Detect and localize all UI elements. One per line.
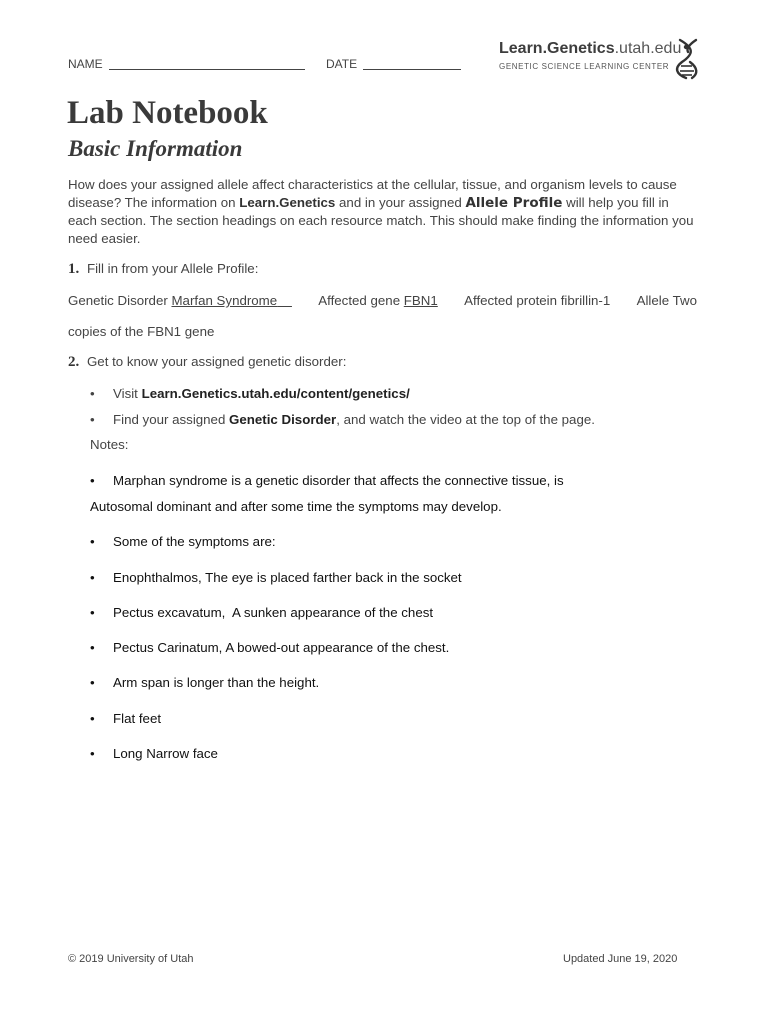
notes-label: Notes: — [90, 437, 129, 452]
date-blank-line[interactable] — [363, 57, 461, 70]
footer-updated-date: Updated June 19, 2020 — [563, 953, 678, 965]
note-item: • Pectus excavatum, A sunken appearance of the chest — [90, 605, 434, 620]
footer-copyright: © 2019 University of Utah — [68, 953, 194, 965]
date-label: DATE — [326, 57, 358, 71]
bullet-point: • — [90, 640, 95, 655]
bullet-point: • — [90, 386, 95, 401]
allele-value-start[interactable]: Two — [672, 293, 697, 308]
note-item: • Long Narrow face — [90, 746, 218, 761]
name-label: NAME — [68, 57, 103, 71]
step-1-heading — [68, 261, 258, 278]
note-item: • Marphan syndrome is a genetic disorder that affects the connective tissue, is — [90, 473, 564, 488]
list-item-find-disorder: • Find your assigned Genetic Disorder, and watch the video at the top of the page. — [90, 412, 595, 427]
step-2-number: 2. — [68, 354, 80, 370]
step-1-number: 1. — [68, 261, 80, 277]
step-2-heading — [68, 354, 346, 371]
step-1-text: Fill in from your Allele Profile: — [86, 261, 259, 276]
bullet-point: • — [90, 534, 95, 549]
name-blank-line[interactable] — [109, 57, 305, 70]
logo-subtitle: GENETIC SCIENCE LEARNING CENTER — [499, 62, 670, 71]
bullet-point: • — [90, 675, 95, 690]
intro-paragraph: How does your assigned allele affect characteristics at the cellular, tissue, and organism levels to cause disease? The information on Learn.Genetics and in your assigned Allele Profile will help you fill in each section. The section headings on each resource match. This should make finding the information you need easier. — [68, 177, 694, 246]
bullet-point: • — [90, 570, 95, 585]
note-item: • Enophthalmos, The eye is placed farther back in the socket — [90, 570, 462, 585]
affected-gene-value[interactable]: FBN1 — [403, 293, 438, 308]
note-item: • Pectus Carinatum, A bowed-out appearance of the chest. — [90, 640, 450, 655]
genetic-disorder: Genetic Disorder Marfan Syndrome — [68, 293, 292, 308]
allele-value-continuation: copies of the FBN1 gene — [68, 324, 215, 339]
bullet-point: • — [90, 605, 95, 620]
allele: Allele Two — [636, 293, 697, 308]
page-subtitle: Basic Information — [68, 136, 243, 161]
bullet-point: • — [90, 711, 95, 726]
bullet-point: • — [90, 412, 95, 427]
affected-gene: Affected gene FBN1 — [318, 293, 438, 308]
note-item: • Flat feet — [90, 711, 162, 726]
page-title: Lab Notebook — [67, 95, 268, 131]
learn-genetics-url: Learn.Genetics.utah.edu/content/genetics/ — [141, 386, 410, 401]
note-item: • Some of the symptoms are: — [90, 534, 276, 549]
affected-protein: Affected protein fibrillin-1 — [464, 293, 611, 308]
list-item-visit: • Visit Learn.Genetics.utah.edu/content/genetics/ — [90, 386, 410, 401]
step-2-text: Get to know your assigned genetic disorder: — [86, 354, 347, 369]
genetic-disorder-value[interactable]: Marfan Syndrome — [171, 293, 278, 308]
name-field — [68, 57, 305, 71]
logo-title: Learn.Genetics.utah.edu — [499, 40, 682, 57]
learn-genetics-logo — [499, 40, 709, 84]
bullet-point: • — [90, 473, 95, 488]
allele-profile-line — [68, 293, 697, 308]
note-item: • Arm span is longer than the height. — [90, 675, 320, 690]
bullet-point: • — [90, 746, 95, 761]
note-continuation: Autosomal dominant and after some time the symptoms may develop. — [90, 499, 502, 514]
dna-helix-icon — [672, 36, 704, 80]
date-field — [326, 57, 461, 71]
affected-protein-value[interactable]: fibrillin-1 — [560, 293, 611, 308]
